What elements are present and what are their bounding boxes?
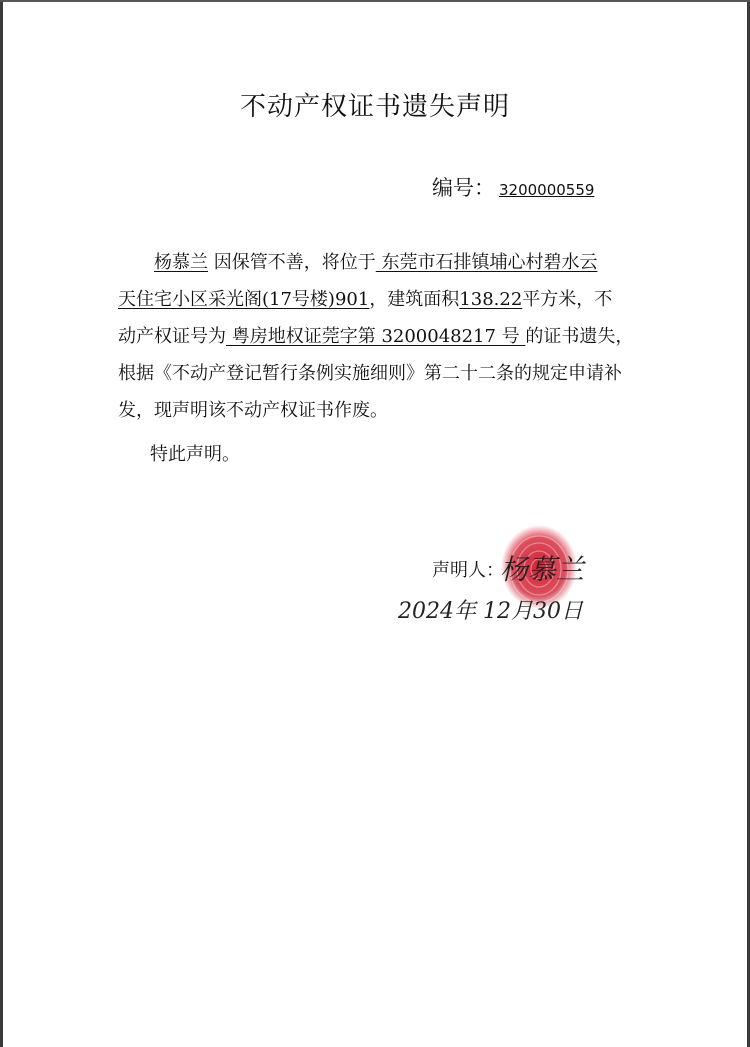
body-line-2 [118, 281, 638, 318]
body-line-4: 根据《不动产登记暂行条例实施细则》第二十二条的规定申请补 [118, 363, 622, 384]
owner-name: 杨慕兰 [154, 252, 208, 273]
number-value: 3200000559 [499, 181, 595, 199]
document-title: 不动产权证书遗失声明 [239, 92, 510, 122]
handwritten-signature: 杨慕兰 [500, 553, 585, 586]
declarant-label: 声明人： [432, 560, 504, 581]
handwritten-date: 2024年 12月30日 [398, 599, 583, 624]
property-address: 东莞市石排镇埔心村碧水云 [375, 252, 598, 273]
document-number [432, 172, 594, 202]
body-line-3 [118, 318, 638, 355]
body-text: 平方米，不 [522, 289, 613, 310]
body-line-5: 发，现声明该不动产权证书作废。 [118, 400, 388, 421]
floor-area: 138.22 [459, 289, 523, 310]
body-text: 的证书遗失， [525, 326, 634, 347]
body-text: 动产权证号为 [118, 326, 226, 347]
scan-edge-top [0, 0, 750, 2]
body-text: ，建筑面积 [369, 289, 460, 310]
closing-text: 特此声明。 [150, 444, 240, 465]
declaration-body [118, 244, 638, 429]
certificate-number: 粤房地权证莞字第 3200048217 号 [226, 326, 526, 347]
scan-edge-left [0, 0, 3, 1047]
property-address-cont: 天住宅小区采光阁(17号楼)901 [118, 289, 370, 310]
body-line-1 [118, 244, 638, 281]
body-text: 因保管不善，将位于 [208, 252, 376, 273]
number-label: 编号： [432, 176, 495, 200]
